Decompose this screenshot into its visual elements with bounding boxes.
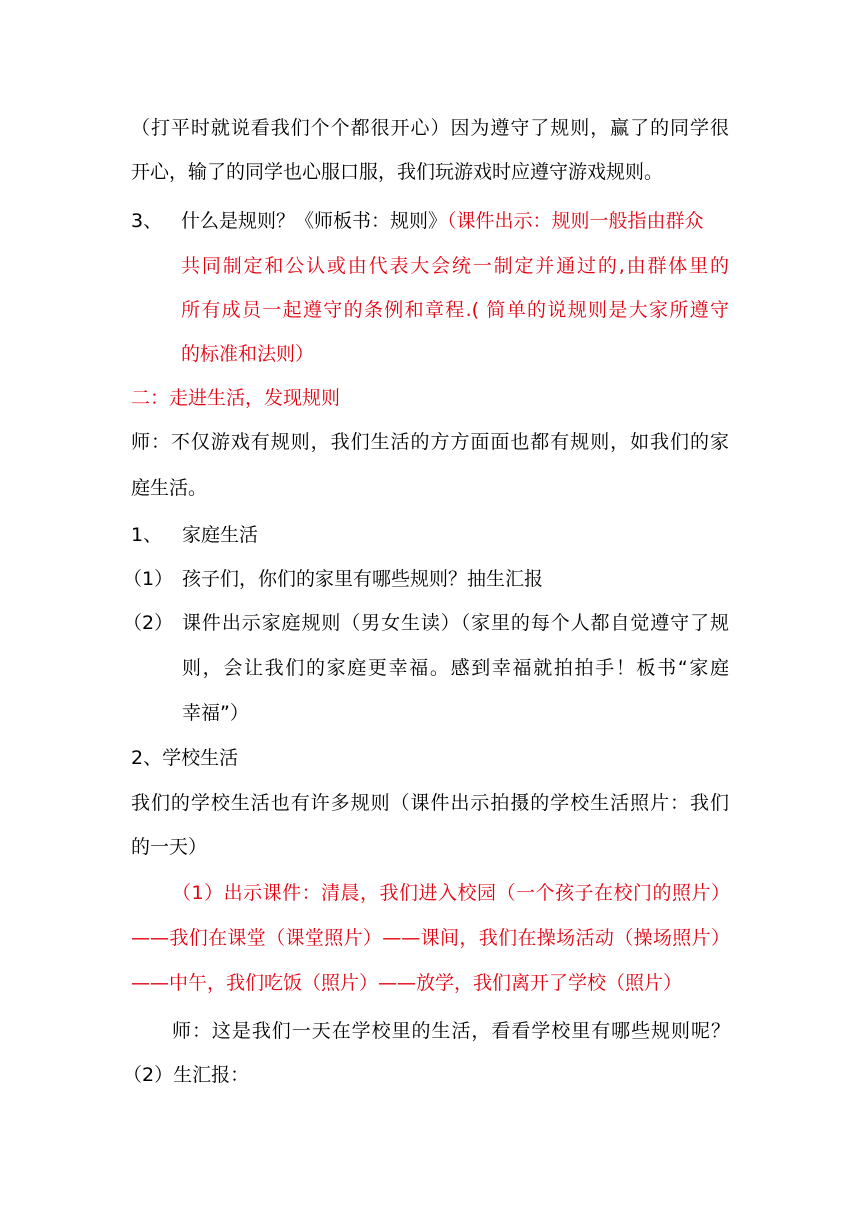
list-number: 3、 [131, 210, 163, 232]
item-text: 则，会让我们的家庭更幸福。感到幸福就拍拍手！板书“家庭 [182, 657, 729, 679]
courseware-text: ——中午，我们吃饭（照片）——放学，我们离开了学校（照片） [131, 972, 683, 994]
text-line: 开心，输了的同学也心服口服，我们玩游戏时应遵守游戏规则。 [131, 161, 664, 183]
text-line: （打平时就说看我们个个都很开心）因为遵守了规则，赢了的同学很 [131, 117, 729, 139]
text-line: 师：不仅游戏有规则，我们生活的方方面面也都有规则，如我们的家 [131, 431, 729, 453]
courseware-text: （1）出示课件：清晨，我们进入校园（一个孩子在校门的照片） [172, 882, 730, 904]
courseware-text: 共同制定和公认或由代表大会统一制定并通过的,由群体里的 [181, 255, 729, 277]
item-text: 孩子们，你们的家里有哪些规则？抽生汇报 [182, 568, 544, 590]
text-line: 的一天） [131, 836, 208, 858]
text-line: 庭生活。 [131, 477, 208, 499]
item-text: 家庭生活 [182, 524, 259, 546]
item-text: （2）生汇报： [123, 1064, 250, 1086]
item-text: 2、学校生活 [131, 747, 239, 769]
item-text: 什么是规则？《师板书：规则》 [181, 210, 448, 232]
section-title: 二：走进生活，发现规则 [131, 387, 341, 409]
text-line: 师：这是我们一天在学校里的生活，看看学校里有哪些规则呢？ [172, 1020, 730, 1042]
courseware-text: 所有成员一起遵守的条例和章程.( 简单的说规则是大家所遵守 [181, 299, 729, 321]
courseware-text: （课件出示：规则一般指由群众 [447, 210, 704, 232]
item-text: 课件出示家庭规则（男女生读）（家里的每个人都自觉遵守了规 [182, 612, 729, 634]
text-line: 我们的学校生活也有许多规则（课件出示拍摄的学校生活照片：我们 [131, 792, 729, 814]
courseware-text: ——我们在课堂（课堂照片）——课间，我们在操场活动（操场照片） [131, 927, 730, 949]
courseware-text: 的标准和法则） [181, 343, 315, 365]
sub-number: （2） [123, 612, 174, 634]
item-text: 幸福”） [182, 702, 249, 724]
list-number: 1、 [131, 524, 163, 546]
sub-number: （1） [123, 568, 174, 590]
